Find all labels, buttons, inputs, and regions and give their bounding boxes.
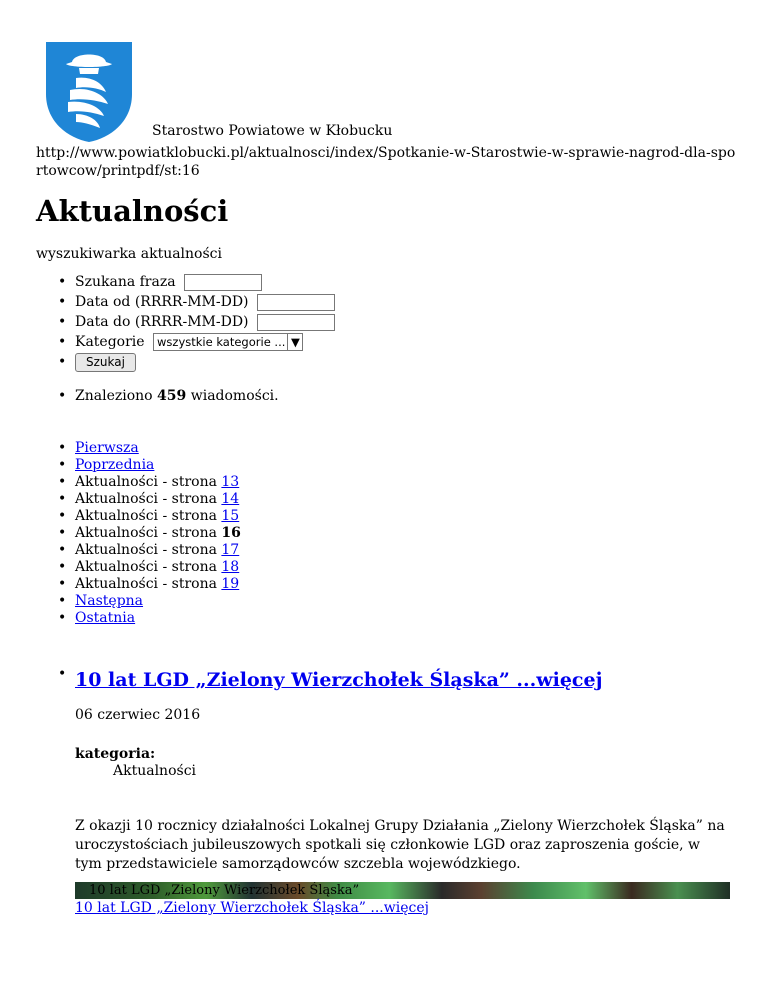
news-image[interactable] [75,882,730,899]
pager-item [58,508,241,525]
pager-prefix: Aktualności - strona [75,525,217,541]
pager-prefix: Aktualności - strona [75,559,217,575]
news-title-link[interactable]: 10 lat LGD „Zielony Wierzchołek Śląska” ...więcej [75,669,603,691]
news-item [58,666,602,694]
pager-item [58,542,241,559]
pager-prefix: Aktualności - strona [75,542,217,558]
page-url: http://www.powiatklobucki.pl/aktualnosci/index/Spotkanie-w-Starostwie-w-sprawie-nagrod-dla-sportowcow/printpdf/st:16 [36,145,736,179]
results-summary [58,386,279,406]
dropdown-arrow-icon: ▼ [287,334,302,350]
pager-first-link[interactable]: Pierwsza [75,440,139,456]
pager-page-link[interactable]: 15 [221,508,240,524]
pager-prev-link[interactable]: Poprzednia [75,457,155,473]
news-date: 06 czerwiec 2016 [75,707,201,723]
news-image-alt: 10 lat LGD „Zielony Wierzchołek Śląska” [89,883,360,898]
read-more-link[interactable]: 10 lat LGD „Zielony Wierzchołek Śląska” ...więcej [75,900,429,916]
coat-of-arms-icon [46,42,132,142]
pagination [58,440,241,627]
date-to-label: Data do (RRRR-MM-DD) [75,314,249,330]
pager-last-link[interactable]: Ostatnia [75,610,136,626]
page-title: Aktualności [36,194,229,228]
pager-prefix: Aktualności - strona [75,491,217,507]
results-suffix: wiadomości. [190,388,279,404]
submit-row [58,352,335,372]
date-from-input[interactable] [257,294,335,311]
results-count-row [58,386,279,406]
coat-of-arms-logo [46,42,132,142]
pager-page-link[interactable]: 14 [221,491,240,507]
news-list [58,666,602,694]
pager-item-current [58,525,241,542]
pager-page-link[interactable]: 19 [221,576,240,592]
phrase-label: Szukana fraza [75,274,176,290]
pager-current-page: 16 [221,525,241,541]
date-to-input[interactable] [257,314,335,331]
pager-page-link[interactable]: 18 [221,559,240,575]
date-to-row [58,312,335,332]
results-prefix: Znaleziono [75,388,153,404]
pager-page-link[interactable]: 13 [221,474,240,490]
category-value: Aktualności [113,763,197,779]
category-selected-value: wszystkie kategorie ... [157,335,286,349]
pager-item [58,559,241,576]
category-select[interactable] [153,333,303,351]
date-from-row [58,292,335,312]
institution-name: Starostwo Powiatowe w Kłobucku [152,123,393,139]
pager-prefix: Aktualności - strona [75,508,217,524]
search-form [58,272,335,372]
pager-item [58,474,241,491]
category-row [58,332,335,352]
phrase-row [58,272,335,292]
date-from-label: Data od (RRRR-MM-DD) [75,294,249,310]
pager-item [58,491,241,508]
search-caption: wyszukiwarka aktualności [36,246,222,262]
pager-next-link[interactable]: Następna [75,593,144,609]
search-button[interactable]: Szukaj [75,353,136,372]
phrase-input[interactable] [184,274,262,291]
pager-item [58,576,241,593]
pager-prefix: Aktualności - strona [75,474,217,490]
pager-prefix: Aktualności - strona [75,576,217,592]
category-label: Kategorie [75,334,145,350]
results-count: 459 [157,388,187,404]
category-heading: kategoria: [75,746,156,762]
news-lead: Z okazji 10 rocznicy działalności Lokalnej Grupy Działania „Zielony Wierzchołek Śląska” na uroczystościach jubileuszowych spotkali się członkowie LGD oraz zaproszenia goście, w tym przedstawiciele samorządowców szczebla wojewódzkiego. [75,818,725,872]
pager-page-link[interactable]: 17 [221,542,240,558]
